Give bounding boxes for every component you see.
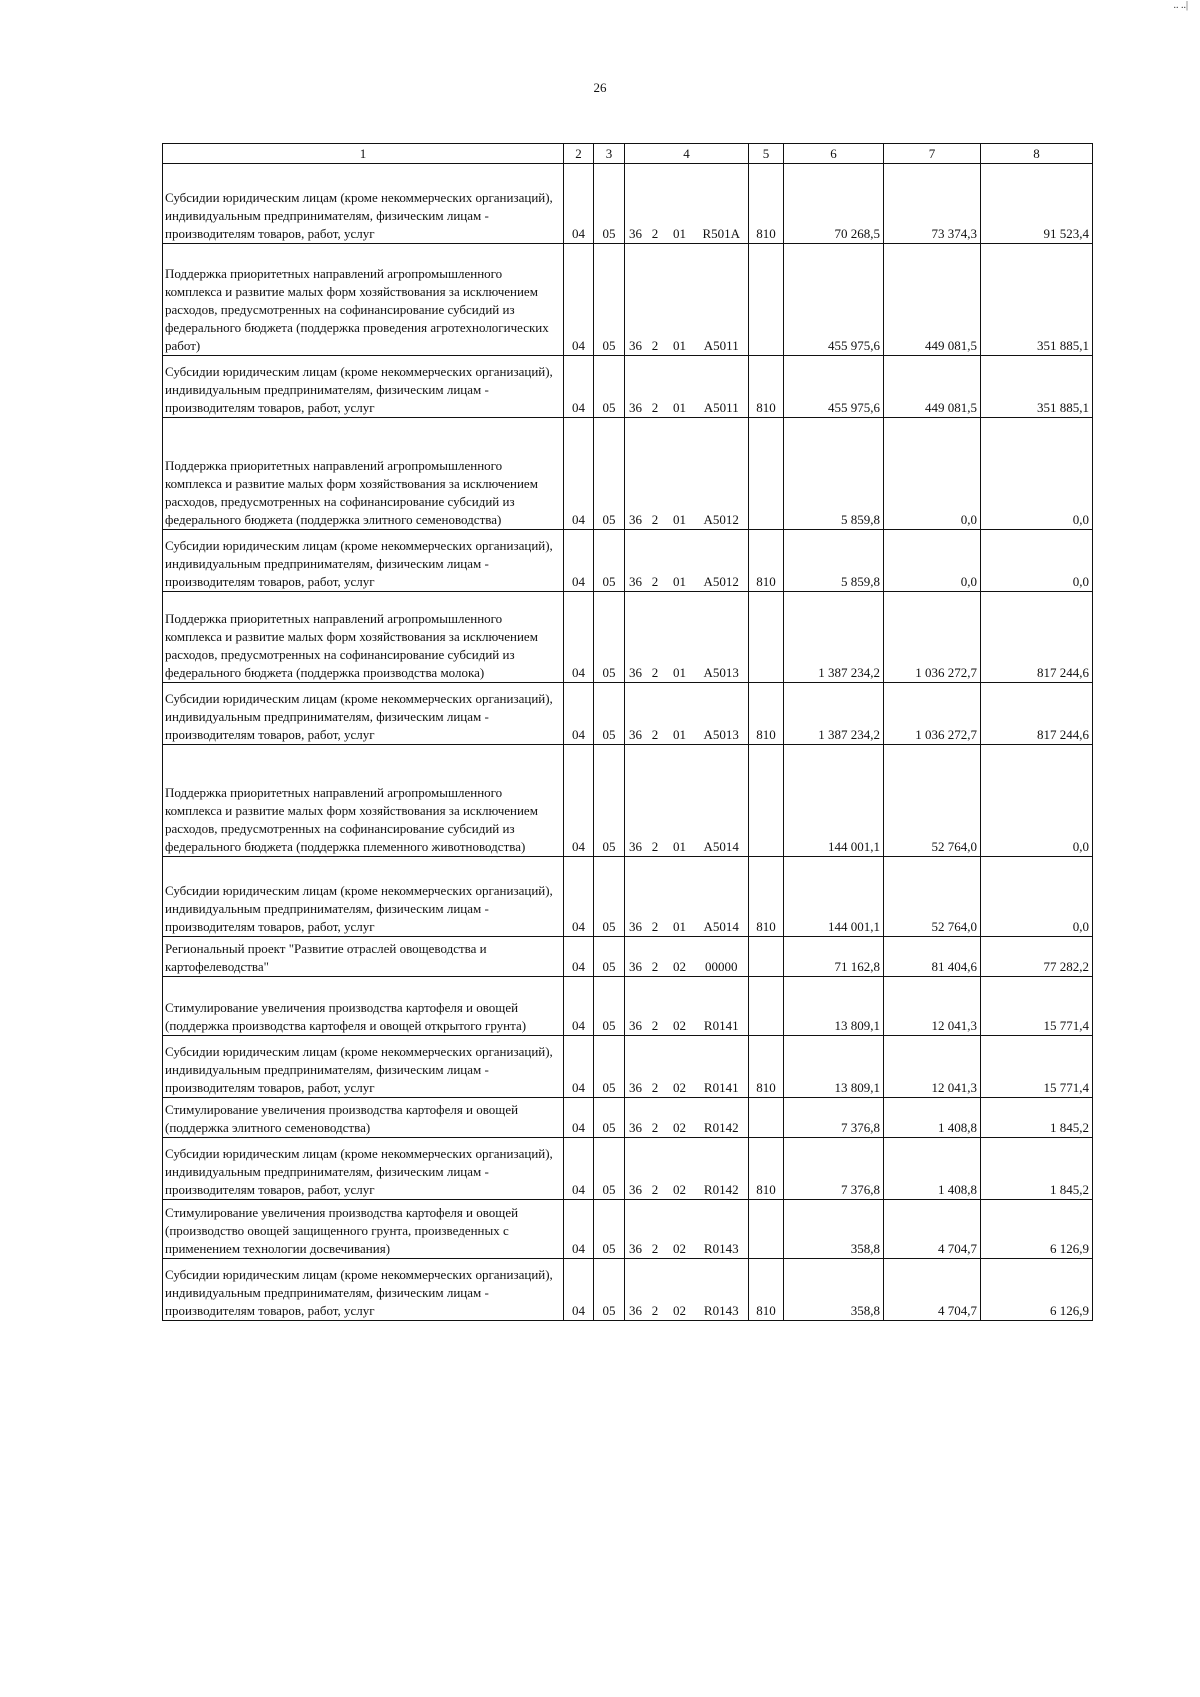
row-description: Субсидии юридическим лицам (кроме некоммерческих организаций), индивидуальным предпринимателям, физическим лицам - производителям товаров, работ, услуг: [163, 530, 564, 592]
table-row: [163, 244, 1093, 356]
row-amount-year-1: 144 001,1: [784, 857, 884, 937]
row-amount-year-2: 12 041,3: [884, 977, 981, 1036]
row-section-code: 04: [564, 745, 594, 857]
row-description: Субсидии юридическим лицам (кроме некоммерческих организаций), индивидуальным предпринимателям, физическим лицам - производителям товаров, работ, услуг: [163, 1138, 564, 1200]
row-subprogram-code: 2: [646, 592, 665, 683]
row-program-code: 36: [625, 592, 646, 683]
row-subprogram-code: 2: [646, 164, 665, 244]
row-subsection-code: 05: [594, 530, 625, 592]
row-description: Субсидии юридическим лицам (кроме некоммерческих организаций), индивидуальным предпринимателям, физическим лицам - производителям товаров, работ, услуг: [163, 356, 564, 418]
row-expense-type: 810: [749, 1259, 784, 1321]
row-amount-year-1: 144 001,1: [784, 745, 884, 857]
row-event-code: 01: [665, 592, 695, 683]
row-amount-year-2: 4 704,7: [884, 1200, 981, 1259]
row-subprogram-code: 2: [646, 937, 665, 977]
row-program-code: 36: [625, 418, 646, 530]
header-col-1: 1: [163, 144, 564, 164]
row-expense-type: [749, 1200, 784, 1259]
row-description: Субсидии юридическим лицам (кроме некоммерческих организаций), индивидуальным предпринимателям, физическим лицам - производителям товаров, работ, услуг: [163, 164, 564, 244]
row-direction-code: R0142: [695, 1138, 749, 1200]
row-subprogram-code: 2: [646, 418, 665, 530]
row-expense-type: [749, 1098, 784, 1138]
row-amount-year-3: 15 771,4: [981, 977, 1093, 1036]
row-subsection-code: 05: [594, 745, 625, 857]
row-direction-code: R501A: [695, 164, 749, 244]
row-amount-year-1: 1 387 234,2: [784, 592, 884, 683]
row-subsection-code: 05: [594, 977, 625, 1036]
row-subsection-code: 05: [594, 1036, 625, 1098]
row-event-code: 01: [665, 356, 695, 418]
row-subsection-code: 05: [594, 1138, 625, 1200]
row-expense-type: [749, 592, 784, 683]
row-program-code: 36: [625, 977, 646, 1036]
row-subprogram-code: 2: [646, 244, 665, 356]
row-subsection-code: 05: [594, 937, 625, 977]
row-amount-year-1: 7 376,8: [784, 1098, 884, 1138]
row-program-code: 36: [625, 244, 646, 356]
row-expense-type: 810: [749, 164, 784, 244]
row-event-code: 01: [665, 857, 695, 937]
row-direction-code: A5013: [695, 683, 749, 745]
row-event-code: 02: [665, 1098, 695, 1138]
row-direction-code: R0142: [695, 1098, 749, 1138]
table-row: [163, 1200, 1093, 1259]
row-event-code: 02: [665, 1200, 695, 1259]
row-amount-year-1: 5 859,8: [784, 530, 884, 592]
table-row: [163, 418, 1093, 530]
row-event-code: 01: [665, 683, 695, 745]
table-header-row: [163, 144, 1093, 164]
row-section-code: 04: [564, 857, 594, 937]
table-row: [163, 683, 1093, 745]
row-program-code: 36: [625, 1036, 646, 1098]
row-section-code: 04: [564, 1200, 594, 1259]
row-direction-code: A5013: [695, 592, 749, 683]
row-direction-code: A5011: [695, 356, 749, 418]
row-direction-code: A5014: [695, 745, 749, 857]
row-amount-year-1: 70 268,5: [784, 164, 884, 244]
row-amount-year-3: 1 845,2: [981, 1138, 1093, 1200]
row-amount-year-3: 0,0: [981, 745, 1093, 857]
row-expense-type: [749, 418, 784, 530]
row-expense-type: [749, 977, 784, 1036]
row-event-code: 01: [665, 164, 695, 244]
row-direction-code: A5012: [695, 418, 749, 530]
row-expense-type: 810: [749, 683, 784, 745]
row-amount-year-3: 0,0: [981, 418, 1093, 530]
row-direction-code: R0143: [695, 1200, 749, 1259]
row-expense-type: 810: [749, 530, 784, 592]
row-program-code: 36: [625, 857, 646, 937]
row-amount-year-3: 817 244,6: [981, 683, 1093, 745]
row-section-code: 04: [564, 418, 594, 530]
table-row: [163, 164, 1093, 244]
row-program-code: 36: [625, 164, 646, 244]
row-amount-year-2: 52 764,0: [884, 745, 981, 857]
row-expense-type: [749, 244, 784, 356]
row-amount-year-2: 449 081,5: [884, 244, 981, 356]
row-section-code: 04: [564, 592, 594, 683]
row-subprogram-code: 2: [646, 683, 665, 745]
row-expense-type: 810: [749, 356, 784, 418]
page-number: 26: [593, 80, 607, 95]
row-amount-year-3: 6 126,9: [981, 1200, 1093, 1259]
row-subprogram-code: 2: [646, 977, 665, 1036]
row-amount-year-3: 6 126,9: [981, 1259, 1093, 1321]
table-row: [163, 1138, 1093, 1200]
row-amount-year-1: 13 809,1: [784, 1036, 884, 1098]
row-amount-year-3: 1 845,2: [981, 1098, 1093, 1138]
row-expense-type: 810: [749, 1036, 784, 1098]
row-event-code: 01: [665, 745, 695, 857]
row-subprogram-code: 2: [646, 1200, 665, 1259]
row-subsection-code: 05: [594, 592, 625, 683]
row-amount-year-2: 81 404,6: [884, 937, 981, 977]
table-row: [163, 857, 1093, 937]
row-amount-year-2: 4 704,7: [884, 1259, 981, 1321]
row-subprogram-code: 2: [646, 1259, 665, 1321]
row-direction-code: A5012: [695, 530, 749, 592]
row-amount-year-1: 5 859,8: [784, 418, 884, 530]
row-amount-year-3: 351 885,1: [981, 244, 1093, 356]
row-description: Поддержка приоритетных направлений агропромышленного комплекса и развитие малых форм хозяйствования за исключением расходов, предусмотренных на софинансирование субсидий из федерального бюджета (поддержка элитного семеноводства): [163, 418, 564, 530]
row-amount-year-1: 7 376,8: [784, 1138, 884, 1200]
row-amount-year-2: 1 408,8: [884, 1138, 981, 1200]
row-subprogram-code: 2: [646, 1036, 665, 1098]
row-event-code: 02: [665, 1036, 695, 1098]
row-direction-code: R0143: [695, 1259, 749, 1321]
row-description: Субсидии юридическим лицам (кроме некоммерческих организаций), индивидуальным предпринимателям, физическим лицам - производителям товаров, работ, услуг: [163, 857, 564, 937]
row-amount-year-1: 455 975,6: [784, 356, 884, 418]
table-row: [163, 745, 1093, 857]
row-description: Поддержка приоритетных направлений агропромышленного комплекса и развитие малых форм хозяйствования за исключением расходов, предусмотренных на софинансирование субсидий из федерального бюджета (поддержка проведения агротехнологических работ): [163, 244, 564, 356]
row-subsection-code: 05: [594, 1259, 625, 1321]
row-amount-year-1: 358,8: [784, 1259, 884, 1321]
table-row: [163, 937, 1093, 977]
row-amount-year-1: 358,8: [784, 1200, 884, 1259]
row-expense-type: 810: [749, 1138, 784, 1200]
row-amount-year-1: 13 809,1: [784, 977, 884, 1036]
row-amount-year-3: 817 244,6: [981, 592, 1093, 683]
row-subsection-code: 05: [594, 1098, 625, 1138]
row-amount-year-2: 1 036 272,7: [884, 683, 981, 745]
row-section-code: 04: [564, 1036, 594, 1098]
scan-mark: .. ..|: [1173, 0, 1188, 11]
row-description: Региональный проект "Развитие отраслей овощеводства и картофелеводства": [163, 937, 564, 977]
row-expense-type: [749, 937, 784, 977]
row-program-code: 36: [625, 356, 646, 418]
row-direction-code: A5011: [695, 244, 749, 356]
row-section-code: 04: [564, 1138, 594, 1200]
table-row: [163, 1098, 1093, 1138]
row-subprogram-code: 2: [646, 1098, 665, 1138]
row-section-code: 04: [564, 356, 594, 418]
row-section-code: 04: [564, 977, 594, 1036]
table-row: [163, 592, 1093, 683]
row-amount-year-3: 0,0: [981, 530, 1093, 592]
row-description: Субсидии юридическим лицам (кроме некоммерческих организаций), индивидуальным предпринимателям, физическим лицам - производителям товаров, работ, услуг: [163, 1259, 564, 1321]
row-amount-year-1: 71 162,8: [784, 937, 884, 977]
row-program-code: 36: [625, 745, 646, 857]
header-col-7: 7: [884, 144, 981, 164]
row-event-code: 02: [665, 937, 695, 977]
row-description: Поддержка приоритетных направлений агропромышленного комплекса и развитие малых форм хозяйствования за исключением расходов, предусмотренных на софинансирование субсидий из федерального бюджета (поддержка производства молока): [163, 592, 564, 683]
row-amount-year-2: 0,0: [884, 530, 981, 592]
row-amount-year-3: 77 282,2: [981, 937, 1093, 977]
row-subsection-code: 05: [594, 418, 625, 530]
row-amount-year-1: 455 975,6: [784, 244, 884, 356]
row-section-code: 04: [564, 1098, 594, 1138]
row-subsection-code: 05: [594, 356, 625, 418]
row-amount-year-3: 15 771,4: [981, 1036, 1093, 1098]
row-direction-code: R0141: [695, 977, 749, 1036]
row-expense-type: 810: [749, 857, 784, 937]
row-amount-year-2: 73 374,3: [884, 164, 981, 244]
row-amount-year-2: 1 036 272,7: [884, 592, 981, 683]
table-row: [163, 530, 1093, 592]
table-row: [163, 977, 1093, 1036]
row-subprogram-code: 2: [646, 530, 665, 592]
row-section-code: 04: [564, 937, 594, 977]
row-event-code: 01: [665, 244, 695, 356]
row-description: Поддержка приоритетных направлений агропромышленного комплекса и развитие малых форм хозяйствования за исключением расходов, предусмотренных на софинансирование субсидий из федерального бюджета (поддержка племенного животноводства): [163, 745, 564, 857]
row-direction-code: 00000: [695, 937, 749, 977]
row-section-code: 04: [564, 530, 594, 592]
row-amount-year-2: 1 408,8: [884, 1098, 981, 1138]
row-program-code: 36: [625, 1259, 646, 1321]
row-event-code: 02: [665, 1259, 695, 1321]
row-amount-year-2: 52 764,0: [884, 857, 981, 937]
row-description: Стимулирование увеличения производства картофеля и овощей (поддержка элитного семеноводства): [163, 1098, 564, 1138]
row-event-code: 01: [665, 418, 695, 530]
row-section-code: 04: [564, 164, 594, 244]
row-program-code: 36: [625, 530, 646, 592]
row-subsection-code: 05: [594, 683, 625, 745]
table-row: [163, 1259, 1093, 1321]
row-amount-year-3: 91 523,4: [981, 164, 1093, 244]
row-subprogram-code: 2: [646, 356, 665, 418]
row-amount-year-2: 12 041,3: [884, 1036, 981, 1098]
row-event-code: 02: [665, 977, 695, 1036]
row-program-code: 36: [625, 1138, 646, 1200]
row-section-code: 04: [564, 244, 594, 356]
row-description: Стимулирование увеличения производства картофеля и овощей (производство овощей защищенного грунта, произведенных с применением технологии досвечивания): [163, 1200, 564, 1259]
header-col-5: 5: [749, 144, 784, 164]
row-amount-year-3: 351 885,1: [981, 356, 1093, 418]
row-direction-code: R0141: [695, 1036, 749, 1098]
row-event-code: 01: [665, 530, 695, 592]
row-event-code: 02: [665, 1138, 695, 1200]
row-amount-year-2: 449 081,5: [884, 356, 981, 418]
row-section-code: 04: [564, 683, 594, 745]
row-section-code: 04: [564, 1259, 594, 1321]
row-description: Субсидии юридическим лицам (кроме некоммерческих организаций), индивидуальным предпринимателям, физическим лицам - производителям товаров, работ, услуг: [163, 1036, 564, 1098]
row-amount-year-2: 0,0: [884, 418, 981, 530]
header-col-4: 4: [625, 144, 749, 164]
row-description: Субсидии юридическим лицам (кроме некоммерческих организаций), индивидуальным предпринимателям, физическим лицам - производителям товаров, работ, услуг: [163, 683, 564, 745]
header-col-3: 3: [594, 144, 625, 164]
row-program-code: 36: [625, 1098, 646, 1138]
header-col-6: 6: [784, 144, 884, 164]
row-subsection-code: 05: [594, 857, 625, 937]
header-col-8: 8: [981, 144, 1093, 164]
row-expense-type: [749, 745, 784, 857]
row-program-code: 36: [625, 937, 646, 977]
row-direction-code: A5014: [695, 857, 749, 937]
row-amount-year-1: 1 387 234,2: [784, 683, 884, 745]
row-amount-year-3: 0,0: [981, 857, 1093, 937]
row-description: Стимулирование увеличения производства картофеля и овощей (поддержка производства картофеля и овощей открытого грунта): [163, 977, 564, 1036]
row-subsection-code: 05: [594, 1200, 625, 1259]
budget-table: [162, 143, 1093, 1321]
row-subsection-code: 05: [594, 244, 625, 356]
table-row: [163, 1036, 1093, 1098]
row-program-code: 36: [625, 1200, 646, 1259]
row-program-code: 36: [625, 683, 646, 745]
row-subprogram-code: 2: [646, 1138, 665, 1200]
table-row: [163, 356, 1093, 418]
row-subprogram-code: 2: [646, 857, 665, 937]
header-col-2: 2: [564, 144, 594, 164]
row-subsection-code: 05: [594, 164, 625, 244]
row-subprogram-code: 2: [646, 745, 665, 857]
